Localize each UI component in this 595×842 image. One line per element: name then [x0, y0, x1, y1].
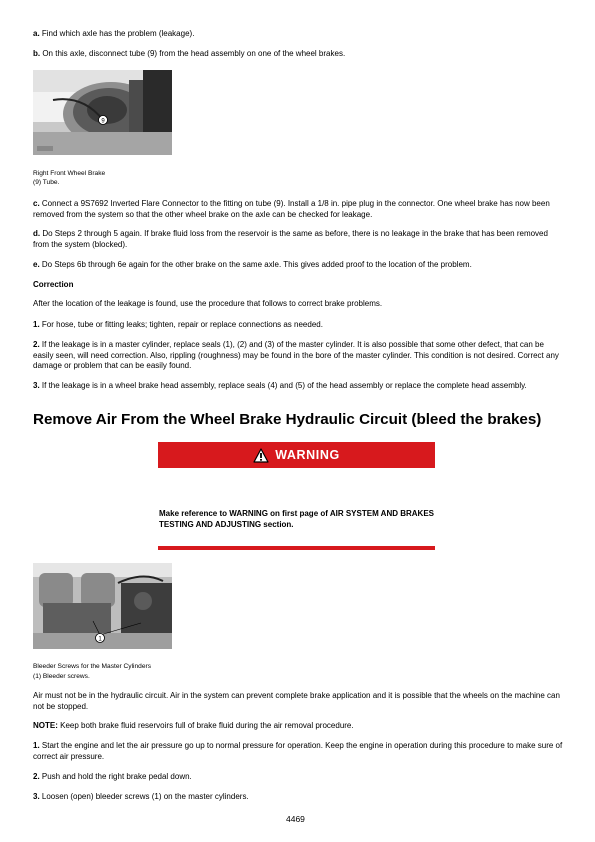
- correction-intro: After the location of the leakage is found, use the procedure that follows to correct brake problems.: [33, 299, 383, 308]
- step-e: e. Do Steps 6b through 6e again for the other brake on the same axle. This gives added proof to the location of the problem.: [33, 260, 472, 269]
- figure2-caption-item: (1) Bleeder screws.: [33, 673, 90, 680]
- figure1-caption-title: Right Front Wheel Brake: [33, 170, 106, 177]
- step-d: d. Do Steps 2 through 5 again. If brake fluid loss from the reservoir is the same as before, there is no leakage in the brake that has been removed from the system (blocked).: [33, 229, 548, 249]
- warning-message: Make reference to WARNING on first page of AIR SYSTEM AND BRAKES TESTING AND ADJUSTING section.: [159, 509, 434, 529]
- warning-label: WARNING: [275, 448, 340, 462]
- step-b: b. On this axle, disconnect tube (9) from the head assembly on one of the wheel brakes.: [33, 49, 346, 58]
- bleeder-callout: 1: [98, 636, 102, 643]
- bleed-step-3: 3. Loosen (open) bleeder screws (1) on the master cylinders.: [33, 792, 249, 801]
- warning-triangle-icon: [253, 448, 269, 463]
- section-title: Remove Air From the Wheel Brake Hydraulic Circuit (bleed the brakes): [33, 411, 542, 428]
- tube-callout: 9: [101, 118, 105, 125]
- bleed-intro: Air must not be in the hydraulic circuit. Air in the system can prevent complete brake application and it is possible that the wheels on the machine can not be stopped.: [33, 691, 560, 711]
- bleed-step-1: 1. Start the engine and let the air pressure go up to normal pressure for operation. Keep the engine in operation during this procedure to make sure of correct air pressure.: [33, 741, 563, 761]
- figure1-caption-item: (9) Tube.: [33, 179, 60, 186]
- master-cylinder-photo: [33, 563, 172, 649]
- wheel-brake-photo: [33, 70, 172, 155]
- correction-heading: Correction: [33, 280, 74, 289]
- correction-step-1: 1. For hose, tube or fitting leaks; tighten, repair or replace connections as needed.: [33, 320, 323, 329]
- step-c: c. Connect a 9S7692 Inverted Flare Connector to the fitting on tube (9). Install a 1/8 in. pipe plug in the connector. One wheel brake has now been removed from the system so that the other wheel brake on the axle can be checked for leakage.: [33, 199, 550, 219]
- step-a: a. Find which axle has the problem (leakage).: [33, 29, 195, 38]
- bleed-note: NOTE: Keep both brake fluid reservoirs full of brake fluid during the air removal procedure.: [33, 721, 354, 730]
- correction-step-3: 3. If the leakage is in a wheel brake head assembly, replace seals (4) and (5) of the head assembly or replace the complete head assembly.: [33, 381, 527, 390]
- correction-step-2: 2. If the leakage is in a master cylinder, replace seals (1), (2) and (3) of the master cylinder. It is also possible that some other defect, that can be easily seen, will need correction. Also, rippling (roughness) may be found in the bore of the master cylinder. This condition is not desired. Correct any damage or problem that can be easily found.: [33, 340, 559, 370]
- warning-banner: [158, 442, 435, 468]
- warning-divider: [158, 546, 435, 550]
- bleed-step-2: 2. Push and hold the right brake pedal down.: [33, 772, 192, 781]
- page-number: 4469: [286, 814, 305, 824]
- figure2-caption-title: Bleeder Screws for the Master Cylinders: [33, 663, 151, 670]
